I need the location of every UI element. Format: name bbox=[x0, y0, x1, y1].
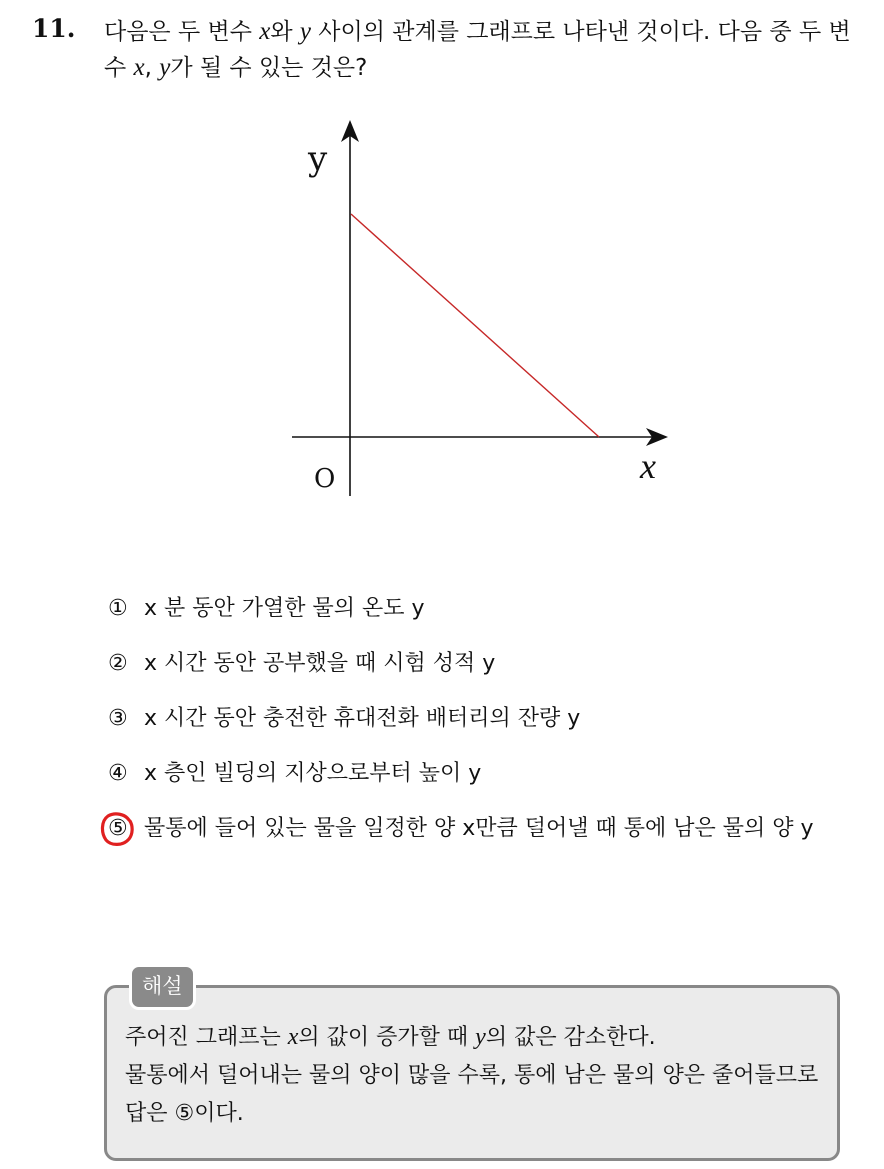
origin-label: O bbox=[314, 464, 336, 494]
variable-x: x bbox=[287, 1024, 299, 1050]
y-axis-label: y bbox=[308, 139, 328, 179]
choice-2[interactable] bbox=[108, 645, 848, 682]
choice-text: x 층인 빌딩의 지상으로부터 높이 y bbox=[144, 761, 482, 786]
choice-text: x 시간 동안 공부했을 때 시험 성적 y bbox=[144, 651, 496, 676]
variable-x: x bbox=[259, 18, 271, 45]
question-text-part: , bbox=[144, 55, 160, 81]
question-text-part: 사이의 관계를 그래프로 나타낸 것이다. 다음 중 두 변수 bbox=[104, 19, 851, 81]
choice-text: x 분 동안 가열한 물의 온도 y bbox=[144, 596, 425, 621]
question-text-part: 다음은 두 변수 bbox=[104, 19, 260, 45]
choice-number: ⑤ bbox=[108, 816, 128, 841]
decreasing-line bbox=[351, 214, 599, 437]
explanation-line-2: 물통에서 덜어내는 물의 양이 많을 수록, 통에 남은 물의 양은 줄어들므로 답은 ⑤이다. bbox=[125, 1063, 819, 1126]
choice-5[interactable] bbox=[108, 810, 848, 847]
relation-graph bbox=[280, 112, 680, 502]
explanation-tag: 해설 bbox=[129, 964, 196, 1010]
choice-4[interactable] bbox=[108, 755, 848, 792]
explanation-text-part: 주어진 그래프는 bbox=[125, 1025, 288, 1050]
question-text bbox=[104, 14, 864, 86]
variable-y: y bbox=[299, 18, 311, 45]
question-text-part: 와 bbox=[270, 19, 300, 45]
explanation-text-part: 의 값은 감소한다. bbox=[485, 1025, 656, 1050]
choice-1[interactable] bbox=[108, 590, 848, 627]
choice-text: 물통에 들어 있는 물을 일정한 양 x만큼 덜어낼 때 통에 남은 물의 양 y bbox=[144, 816, 814, 841]
x-axis-label: x bbox=[640, 446, 656, 486]
choice-text: x 시간 동안 충전한 휴대전화 배터리의 잔량 y bbox=[144, 706, 581, 731]
choice-number: ④ bbox=[108, 761, 128, 786]
explanation-text-part: 의 값이 증가할 때 bbox=[298, 1025, 476, 1050]
choice-number: ③ bbox=[108, 706, 128, 731]
explanation-line-1 bbox=[125, 1018, 819, 1057]
variable-x: x bbox=[133, 54, 145, 81]
choice-number: ① bbox=[108, 596, 128, 621]
variable-y: y bbox=[475, 1024, 486, 1050]
question-text-part: 가 될 수 있는 것은? bbox=[170, 55, 368, 81]
variable-y: y bbox=[159, 54, 171, 81]
choice-3[interactable] bbox=[108, 700, 848, 737]
choice-number: ② bbox=[108, 651, 128, 676]
question-number: 11. bbox=[32, 14, 76, 43]
answer-choices bbox=[108, 590, 848, 865]
explanation-box bbox=[104, 985, 840, 1161]
